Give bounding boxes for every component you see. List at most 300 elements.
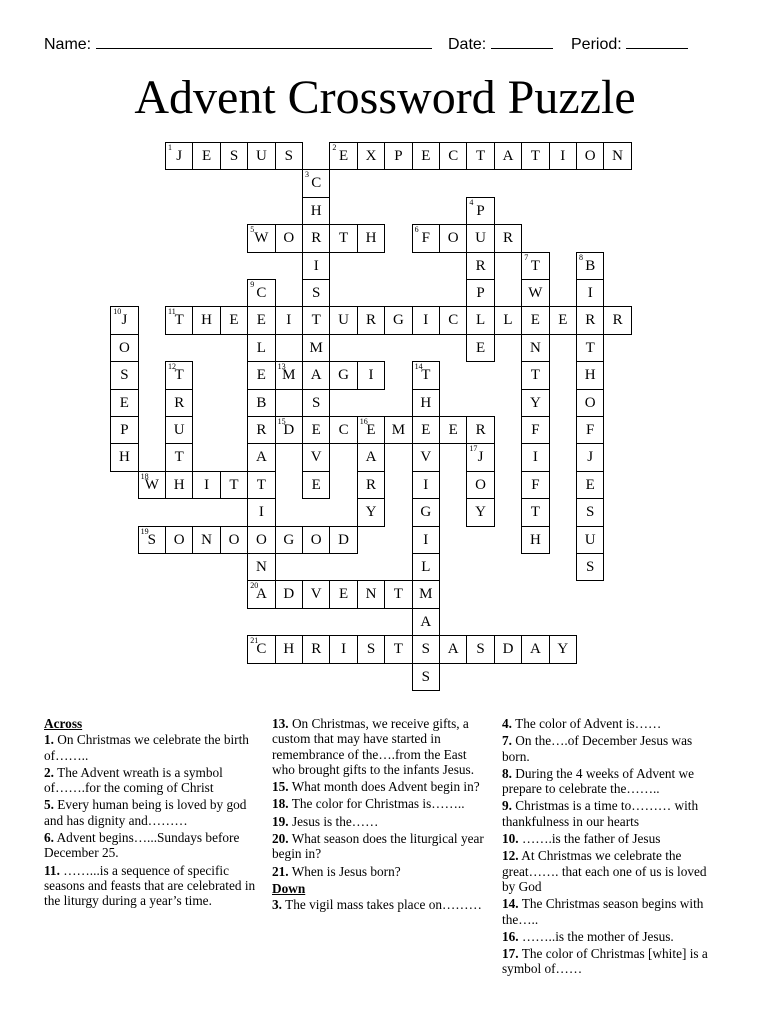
crossword-cell[interactable] (247, 224, 275, 252)
clue-item (272, 796, 484, 811)
crossword-cell[interactable] (302, 443, 330, 471)
cell-letter: E (119, 394, 129, 411)
cell-letter: S (421, 668, 430, 685)
crossword-cell[interactable] (357, 443, 385, 471)
clue-number-label: 4. (502, 716, 512, 731)
crossword-cell[interactable] (247, 389, 275, 417)
crossword-cell[interactable] (603, 142, 631, 170)
crossword-cell[interactable] (192, 526, 220, 554)
clue-number: 21 (250, 636, 259, 646)
cell-letter: O (447, 230, 459, 247)
cell-letter: P (476, 202, 485, 219)
crossword-cell[interactable] (220, 306, 248, 334)
crossword-cell[interactable] (576, 443, 604, 471)
clue-number-label: 15. (272, 779, 289, 795)
crossword-cell[interactable] (466, 334, 494, 362)
crossword-cell[interactable] (247, 471, 275, 499)
crossword-cell[interactable] (549, 635, 577, 663)
clue-section-heading: Across (44, 716, 83, 731)
cell-letter: E (421, 148, 431, 164)
crossword-cell[interactable] (329, 416, 357, 444)
crossword-cell[interactable] (220, 142, 248, 170)
cell-letter: H (584, 367, 596, 384)
crossword-cell[interactable] (466, 498, 494, 526)
crossword-cell[interactable] (521, 142, 549, 170)
crossword-cell[interactable] (138, 526, 166, 554)
clue-number-label: 3. (272, 897, 282, 913)
cell-letter: P (120, 422, 129, 438)
crossword-cell[interactable] (275, 416, 303, 444)
crossword-cell[interactable] (521, 306, 549, 334)
clue-number: 8 (579, 252, 583, 262)
clue-number: 12 (168, 362, 176, 372)
crossword-cell[interactable] (384, 580, 412, 608)
cell-letter: C (256, 641, 267, 658)
crossword-cell[interactable] (466, 142, 494, 170)
cell-letter: Y (557, 641, 569, 658)
crossword-cell[interactable] (412, 389, 440, 417)
clue-number-label: 10. (502, 831, 519, 847)
crossword-cell[interactable] (439, 416, 467, 444)
clue-text: What season does the liturgical year begin in? (272, 831, 484, 862)
crossword-cell[interactable] (412, 306, 440, 334)
clue-item (44, 765, 266, 796)
crossword-cell[interactable] (466, 279, 494, 307)
crossword-cell[interactable] (521, 498, 549, 526)
clue-text: The color for Christmas is…….. (288, 796, 465, 812)
cell-letter: D (283, 586, 295, 603)
cell-letter: R (174, 394, 185, 411)
cell-letter: B (256, 394, 267, 411)
crossword-cell[interactable] (302, 580, 330, 608)
crossword-cell[interactable] (576, 361, 604, 389)
cell-letter: M (419, 586, 433, 603)
crossword-cell[interactable] (192, 471, 220, 499)
clue-text: During the 4 weeks of Advent we prepare to celebrate the…….. (502, 765, 695, 797)
crossword-cell[interactable] (576, 142, 604, 170)
crossword-cell[interactable] (110, 334, 138, 362)
crossword-cell[interactable] (302, 224, 330, 252)
clue-item (502, 716, 714, 731)
crossword-cell[interactable] (247, 635, 275, 663)
clue-number-label: 14. (502, 896, 519, 912)
cell-letter: T (339, 230, 349, 247)
crossword-cell[interactable] (412, 224, 440, 252)
clue-number: 11 (168, 307, 176, 317)
cell-letter: H (118, 449, 130, 466)
cell-letter: O (255, 531, 267, 548)
clue-item (44, 830, 266, 861)
cell-letter: R (311, 230, 322, 247)
cell-letter: S (284, 148, 293, 164)
cell-letter: D (338, 531, 349, 548)
cell-letter: N (201, 531, 212, 548)
cell-letter: I (423, 476, 429, 493)
crossword-cell[interactable] (466, 443, 494, 471)
cell-letter: J (477, 449, 484, 466)
crossword-cell[interactable] (466, 224, 494, 252)
crossword-cell[interactable] (165, 471, 193, 499)
clue-item (502, 946, 714, 977)
crossword-cell[interactable] (576, 526, 604, 554)
cell-letter: E (558, 312, 568, 329)
clue-item (502, 798, 714, 829)
cell-letter: O (118, 339, 130, 356)
crossword-cell[interactable] (576, 498, 604, 526)
clue-number: 20 (250, 581, 259, 591)
clue-item (44, 797, 266, 828)
crossword-cell[interactable] (302, 471, 330, 499)
clue-number-label: 11. (44, 862, 60, 878)
cell-letter: R (311, 641, 322, 658)
cell-letter: E (256, 312, 266, 329)
crossword-cell[interactable] (275, 142, 303, 170)
period-label: Period: (571, 36, 622, 53)
cell-letter: P (476, 285, 485, 301)
crossword-cell[interactable] (165, 361, 193, 389)
crossword-cell[interactable] (302, 279, 330, 307)
cell-letter: A (420, 613, 432, 630)
clue-number-label: 19. (272, 813, 289, 829)
crossword-cell[interactable] (247, 443, 275, 471)
crossword-cell[interactable] (357, 224, 385, 252)
cell-letter: O (584, 148, 596, 164)
crossword-cell[interactable] (576, 279, 604, 307)
cell-letter: J (176, 148, 183, 164)
crossword-cell[interactable] (603, 306, 631, 334)
crossword-cell[interactable] (165, 306, 193, 334)
cell-letter: F (586, 422, 595, 438)
cell-letter: F (531, 476, 540, 493)
cell-letter: S (229, 148, 239, 164)
crossword-cell[interactable] (165, 389, 193, 417)
cell-letter: O (475, 476, 486, 493)
crossword-cell[interactable] (412, 361, 440, 389)
cell-letter: I (532, 449, 538, 466)
cell-letter: Y (475, 504, 486, 521)
clue-text: What month does Advent begin in? (288, 779, 480, 795)
clue-item (502, 896, 714, 927)
clue-number-label: 20. (272, 831, 289, 847)
crossword-cell[interactable] (275, 526, 303, 554)
crossword-cell[interactable] (412, 635, 440, 663)
cell-letter: R (502, 230, 513, 247)
crossword-cell[interactable] (302, 389, 330, 417)
cell-letter: T (393, 586, 403, 603)
clue-item (272, 897, 484, 912)
crossword-cell[interactable] (412, 608, 440, 636)
crossword-cell[interactable] (412, 416, 440, 444)
clue-number: 14 (414, 362, 423, 372)
crossword-cell[interactable] (521, 252, 549, 280)
crossword-cell[interactable] (494, 635, 522, 663)
crossword-cell[interactable] (110, 443, 138, 471)
crossword-cell[interactable] (357, 498, 385, 526)
crossword-cell[interactable] (439, 142, 467, 170)
clue-text: ……..is the mother of Jesus. (518, 928, 674, 944)
crossword-cell[interactable] (357, 580, 385, 608)
crossword-cell[interactable] (466, 197, 494, 225)
clue-number: 13 (277, 362, 286, 372)
cell-letter: E (530, 312, 540, 329)
cell-letter: Y (529, 394, 541, 411)
clue-number: 10 (113, 307, 122, 317)
date-label: Date: (448, 36, 487, 53)
cell-letter: A (529, 641, 541, 658)
crossword-cell[interactable] (439, 224, 467, 252)
crossword-cell[interactable] (247, 580, 275, 608)
crossword-cell[interactable] (521, 471, 549, 499)
cell-letter: I (258, 504, 264, 521)
crossword-cell[interactable] (521, 635, 549, 663)
clue-number-label: 12. (502, 848, 519, 864)
clue-number-label: 13. (272, 716, 289, 731)
cell-letter: O (584, 394, 596, 411)
crossword-cell[interactable] (466, 471, 494, 499)
crossword-cell[interactable] (165, 526, 193, 554)
cell-letter: H (173, 476, 185, 493)
crossword-cell[interactable] (494, 224, 522, 252)
clue-item (502, 848, 714, 894)
cell-letter: E (366, 422, 376, 438)
cell-letter: W (144, 476, 159, 493)
cell-letter: M (309, 339, 323, 356)
cell-letter: U (475, 230, 486, 247)
cell-letter: T (530, 148, 540, 164)
cell-letter: H (365, 230, 377, 247)
crossword-cell[interactable] (275, 361, 303, 389)
crossword-cell[interactable] (521, 361, 549, 389)
crossword-cell[interactable] (275, 635, 303, 663)
crossword-cell[interactable] (302, 197, 330, 225)
clue-number: 4 (469, 197, 474, 207)
crossword-cell[interactable] (466, 252, 494, 280)
clue-item (272, 716, 484, 777)
clue-number-label: 9. (502, 798, 512, 814)
clue-number: 19 (140, 526, 149, 536)
crossword-cell[interactable] (384, 142, 412, 170)
cell-letter: H (201, 312, 212, 329)
crossword-cell[interactable] (412, 471, 440, 499)
cell-letter: N (255, 559, 267, 575)
cell-letter: C (338, 422, 349, 438)
crossword-cell[interactable] (412, 526, 440, 554)
crossword-cell[interactable] (165, 142, 193, 170)
crossword-cell[interactable] (302, 252, 330, 280)
cell-letter: R (612, 312, 623, 329)
cell-letter: T (174, 367, 184, 384)
crossword-cell[interactable] (329, 580, 357, 608)
cell-letter: H (310, 202, 322, 219)
crossword-cell[interactable] (110, 389, 138, 417)
crossword-cell[interactable] (110, 361, 138, 389)
clue-text: Every human being is loved by god and has dignity and……… (44, 797, 247, 828)
crossword-cell[interactable] (220, 471, 248, 499)
cell-letter: F (531, 422, 540, 438)
cell-letter: S (312, 285, 321, 301)
crossword-cell[interactable] (247, 416, 275, 444)
cell-letter: P (394, 148, 403, 164)
clue-text: On Christmas we celebrate the birth of…….. (44, 732, 249, 763)
clue-number-label: 1. (44, 732, 54, 748)
crossword-cell[interactable] (412, 443, 440, 471)
cell-letter: R (365, 312, 376, 329)
crossword-cell[interactable] (357, 635, 385, 663)
cell-letter: B (585, 257, 596, 274)
crossword-cell[interactable] (549, 306, 577, 334)
clue-item (502, 831, 714, 846)
cell-letter: O (283, 230, 295, 247)
crossword-cell[interactable] (302, 306, 330, 334)
crossword-cell[interactable] (329, 142, 357, 170)
cell-letter: T (530, 504, 540, 521)
clue-text: Advent begins…...Sundays before December 25. (44, 830, 240, 861)
crossword-cell[interactable] (275, 224, 303, 252)
cell-letter: E (585, 476, 595, 493)
cell-letter: R (585, 312, 596, 329)
crossword-cell[interactable] (247, 279, 275, 307)
crossword-cell[interactable] (384, 416, 412, 444)
cell-letter: H (283, 641, 295, 658)
cell-letter: N (529, 339, 541, 356)
cell-letter: O (310, 531, 322, 548)
cell-letter: C (256, 285, 267, 301)
crossword-cell[interactable] (247, 361, 275, 389)
cell-letter: S (147, 531, 156, 548)
crossword-cell[interactable] (521, 389, 549, 417)
clue-item (44, 863, 266, 909)
crossword-cell[interactable] (466, 635, 494, 663)
clue-text: ……...is a sequence of specific seasons and feasts that are celebrated in the liturgy during a year’s time. (44, 862, 256, 909)
crossword-cell[interactable] (275, 306, 303, 334)
crossword-cell[interactable] (412, 498, 440, 526)
crossword-cell[interactable] (412, 553, 440, 581)
crossword-cell[interactable] (521, 443, 549, 471)
crossword-cell[interactable] (247, 306, 275, 334)
cell-letter: I (341, 641, 347, 658)
clue-item (272, 779, 484, 794)
crossword-cell[interactable] (247, 498, 275, 526)
clue-text: Christmas is a time to……… with thankfulness in our hearts (502, 798, 699, 829)
crossword-cell[interactable] (576, 389, 604, 417)
crossword-cell[interactable] (576, 416, 604, 444)
crossword-cell[interactable] (412, 580, 440, 608)
crossword-cell[interactable] (549, 142, 577, 170)
crossword-cell[interactable] (138, 471, 166, 499)
crossword-cell[interactable] (165, 443, 193, 471)
crossword-cell[interactable] (576, 553, 604, 581)
crossword-cell[interactable] (247, 553, 275, 581)
cell-letter: T (421, 367, 431, 384)
cell-letter: C (448, 312, 459, 329)
crossword-cell[interactable] (521, 279, 549, 307)
cell-letter: A (255, 586, 267, 603)
cell-letter: T (311, 312, 321, 329)
crossword-cell[interactable] (521, 526, 549, 554)
crossword-cell[interactable] (466, 416, 494, 444)
clue-text: The color of Advent is…… (511, 716, 662, 731)
crossword-cell[interactable] (110, 306, 138, 334)
cell-letter: S (476, 641, 485, 658)
crossword-cell[interactable] (494, 306, 522, 334)
crossword-cell[interactable] (521, 416, 549, 444)
cell-letter: T (256, 476, 266, 493)
crossword-cell[interactable] (357, 471, 385, 499)
crossword-cell[interactable] (302, 361, 330, 389)
crossword-cell[interactable] (357, 142, 385, 170)
crossword-cell[interactable] (220, 526, 248, 554)
crossword-cell[interactable] (384, 635, 412, 663)
cell-letter: I (286, 312, 292, 329)
cell-letter: S (366, 641, 376, 658)
clue-section-heading: Down (272, 880, 306, 896)
crossword-cell[interactable] (302, 635, 330, 663)
crossword-cell[interactable] (439, 635, 467, 663)
crossword-cell[interactable] (247, 526, 275, 554)
clue-item (272, 814, 484, 829)
crossword-cell[interactable] (302, 169, 330, 197)
crossword-cell[interactable] (357, 416, 385, 444)
cell-letter: W (254, 230, 269, 247)
cell-letter: C (311, 175, 322, 192)
cell-letter: I (313, 257, 319, 274)
cell-letter: E (421, 422, 431, 438)
crossword-cell[interactable] (302, 416, 330, 444)
clue-number-label: 5. (44, 797, 54, 813)
crossword-cell[interactable] (275, 580, 303, 608)
cell-letter: E (311, 422, 321, 438)
crossword-cell[interactable] (329, 526, 357, 554)
crossword-cell[interactable] (439, 306, 467, 334)
cell-letter: T (476, 148, 486, 164)
crossword-cell[interactable] (302, 526, 330, 554)
clues-column-1 (44, 716, 266, 911)
crossword-cell[interactable] (576, 471, 604, 499)
crossword-cell[interactable] (302, 334, 330, 362)
crossword-cell[interactable] (384, 306, 412, 334)
crossword-cell[interactable] (329, 635, 357, 663)
crossword-cell[interactable] (466, 306, 494, 334)
clue-number: 9 (250, 280, 255, 289)
crossword-cell[interactable] (192, 142, 220, 170)
crossword-cell[interactable] (494, 142, 522, 170)
clue-number: 15 (277, 417, 286, 426)
clue-item (44, 732, 266, 763)
crossword-cell[interactable] (329, 361, 357, 389)
cell-letter: C (448, 148, 459, 164)
crossword-cell[interactable] (329, 306, 357, 334)
crossword-cell[interactable] (247, 334, 275, 362)
crossword-cell[interactable] (576, 252, 604, 280)
cell-letter: V (310, 586, 322, 603)
crossword-cell[interactable] (412, 142, 440, 170)
cell-letter: S (312, 394, 321, 411)
crossword-cell[interactable] (110, 416, 138, 444)
crossword-cell[interactable] (192, 306, 220, 334)
clues-column-3 (502, 716, 714, 979)
crossword-cell[interactable] (357, 306, 385, 334)
crossword-cell[interactable] (412, 663, 440, 691)
crossword-cell[interactable] (165, 416, 193, 444)
crossword-cell[interactable] (521, 334, 549, 362)
crossword-cell[interactable] (576, 334, 604, 362)
clue-text: The vigil mass takes place on……… (281, 897, 482, 913)
crossword-cell[interactable] (357, 361, 385, 389)
crossword-cell[interactable] (576, 306, 604, 334)
cell-letter: A (310, 367, 322, 384)
crossword-cell[interactable] (247, 142, 275, 170)
crossword-cell[interactable] (329, 224, 357, 252)
